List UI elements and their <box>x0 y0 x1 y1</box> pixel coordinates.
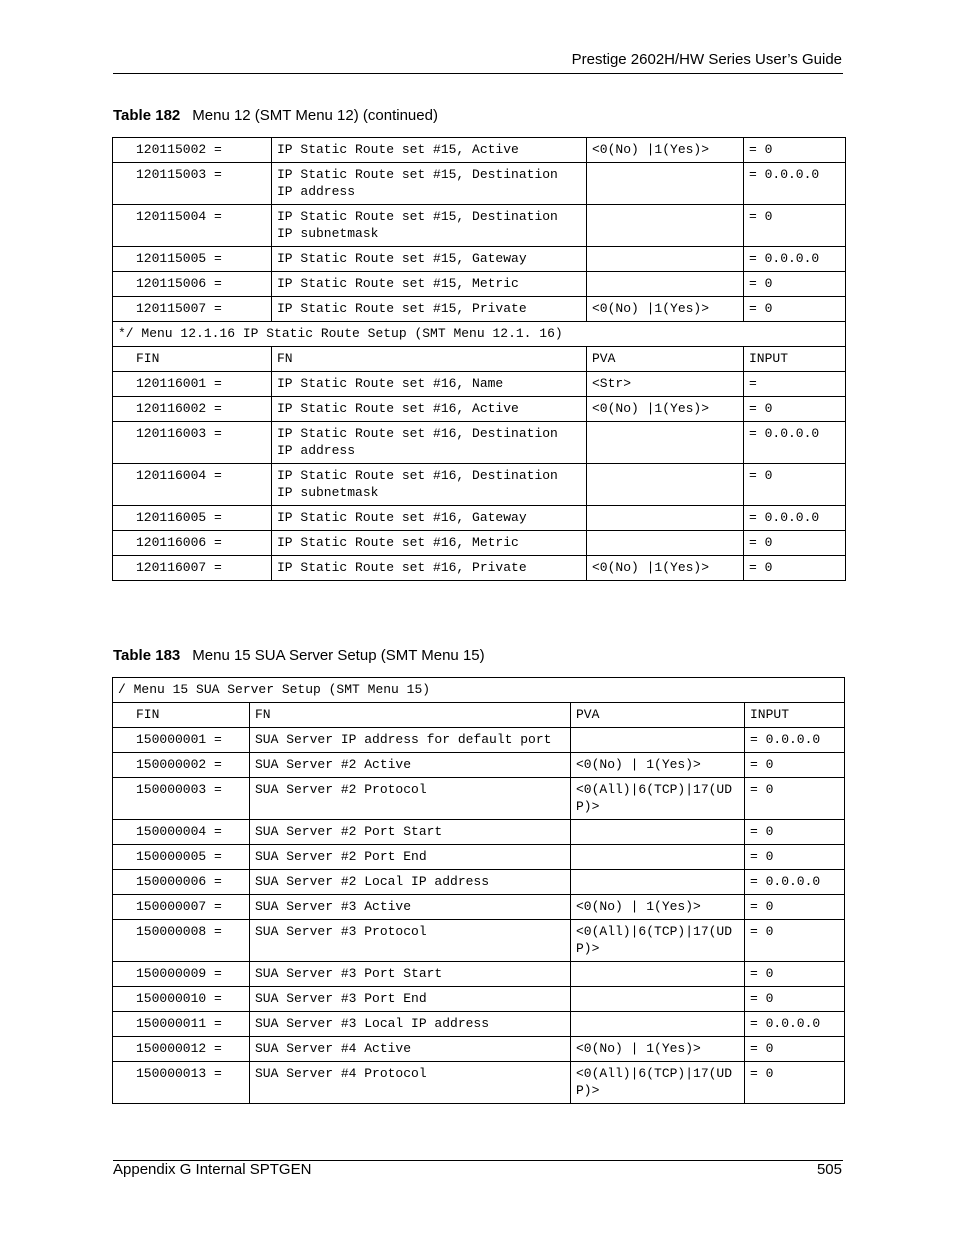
table-row <box>113 920 845 962</box>
pva-cell <box>571 1012 745 1037</box>
column-header-pva: PVA <box>571 703 745 728</box>
input-cell: = 0 <box>745 920 845 962</box>
column-header-fn: FN <box>250 703 571 728</box>
fin-cell: 150000008 = <box>113 920 250 962</box>
table-row <box>113 464 846 506</box>
fin-cell: 120115006 = <box>113 272 272 297</box>
fin-cell: 150000009 = <box>113 962 250 987</box>
input-cell: = 0 <box>744 138 846 163</box>
column-header-input: INPUT <box>745 703 845 728</box>
pva-cell <box>587 163 744 205</box>
fn-cell: IP Static Route set #15, Active <box>272 138 587 163</box>
column-header-input: INPUT <box>744 347 846 372</box>
fin-cell: 150000012 = <box>113 1037 250 1062</box>
input-cell: = 0 <box>745 895 845 920</box>
pva-cell <box>571 870 745 895</box>
pva-cell <box>571 728 745 753</box>
table-row <box>113 205 846 247</box>
input-cell: = 0 <box>744 297 846 322</box>
header-rule <box>113 73 843 74</box>
fn-cell: IP Static Route set #15, Metric <box>272 272 587 297</box>
fn-cell: IP Static Route set #16, Private <box>272 556 587 581</box>
fin-cell: 120116005 = <box>113 506 272 531</box>
pva-cell <box>587 464 744 506</box>
fn-cell: SUA Server #2 Active <box>250 753 571 778</box>
input-cell: = 0.0.0.0 <box>744 422 846 464</box>
pva-cell <box>587 205 744 247</box>
table-row <box>113 422 846 464</box>
section-row <box>113 678 845 703</box>
pva-cell: <Str> <box>587 372 744 397</box>
column-header-fn: FN <box>272 347 587 372</box>
fn-cell: IP Static Route set #16, Active <box>272 397 587 422</box>
fin-cell: 150000013 = <box>113 1062 250 1104</box>
fn-cell: SUA Server #3 Port End <box>250 987 571 1012</box>
input-cell: = 0.0.0.0 <box>744 247 846 272</box>
table-row <box>113 297 846 322</box>
fn-cell: SUA Server #2 Local IP address <box>250 870 571 895</box>
column-header-row <box>113 347 846 372</box>
fn-cell: IP Static Route set #15, Destination IP subnetmask <box>272 205 587 247</box>
fn-cell: IP Static Route set #16, Destination IP subnetmask <box>272 464 587 506</box>
input-cell: = <box>744 372 846 397</box>
pva-cell: <0(No) |1(Yes)> <box>587 397 744 422</box>
section-title: / Menu 15 SUA Server Setup (SMT Menu 15) <box>113 678 845 703</box>
fin-cell: 150000004 = <box>113 820 250 845</box>
input-cell: = 0 <box>745 1062 845 1104</box>
input-cell: = 0.0.0.0 <box>745 870 845 895</box>
fin-cell: 120115007 = <box>113 297 272 322</box>
input-cell: = 0 <box>745 962 845 987</box>
fn-cell: IP Static Route set #15, Gateway <box>272 247 587 272</box>
table-row <box>113 397 846 422</box>
page-header-title: Prestige 2602H/HW Series User’s Guide <box>571 51 842 68</box>
section-row <box>113 322 846 347</box>
fn-cell: IP Static Route set #15, Private <box>272 297 587 322</box>
input-cell: = 0 <box>744 272 846 297</box>
table-row <box>113 506 846 531</box>
table-row <box>113 753 845 778</box>
fin-cell: 150000007 = <box>113 895 250 920</box>
input-cell: = 0 <box>744 531 846 556</box>
fn-cell: SUA Server IP address for default port <box>250 728 571 753</box>
pva-cell: <0(No) |1(Yes)> <box>587 138 744 163</box>
pva-cell <box>571 820 745 845</box>
table-182-caption <box>113 107 438 124</box>
pva-cell: <0(No) | 1(Yes)> <box>571 1037 745 1062</box>
page-number: 505 <box>816 1161 842 1178</box>
table-row <box>113 1062 845 1104</box>
fin-cell: 120116004 = <box>113 464 272 506</box>
fin-cell: 150000011 = <box>113 1012 250 1037</box>
pva-cell <box>587 531 744 556</box>
fn-cell: SUA Server #3 Local IP address <box>250 1012 571 1037</box>
pva-cell <box>587 247 744 272</box>
fin-cell: 150000003 = <box>113 778 250 820</box>
pva-cell <box>587 272 744 297</box>
fn-cell: SUA Server #3 Protocol <box>250 920 571 962</box>
column-header-fin: FIN <box>113 347 272 372</box>
fn-cell: SUA Server #4 Active <box>250 1037 571 1062</box>
pva-cell: <0(No) | 1(Yes)> <box>571 895 745 920</box>
input-cell: = 0.0.0.0 <box>744 163 846 205</box>
pva-cell: <0(All)|6(TCP)|17(UDP)> <box>571 778 745 820</box>
table-row <box>113 1037 845 1062</box>
fin-cell: 150000001 = <box>113 728 250 753</box>
fn-cell: IP Static Route set #16, Metric <box>272 531 587 556</box>
input-cell: = 0 <box>745 845 845 870</box>
pva-cell <box>571 962 745 987</box>
fn-cell: SUA Server #4 Protocol <box>250 1062 571 1104</box>
table-row <box>113 728 845 753</box>
input-cell: = 0 <box>745 753 845 778</box>
pva-cell <box>571 987 745 1012</box>
input-cell: = 0 <box>745 820 845 845</box>
fin-cell: 120115005 = <box>113 247 272 272</box>
table-row <box>113 556 846 581</box>
input-cell: = 0.0.0.0 <box>744 506 846 531</box>
table-row <box>113 845 845 870</box>
table-183-label: Table 183 <box>113 647 181 664</box>
table-row <box>113 531 846 556</box>
fin-cell: 120115003 = <box>113 163 272 205</box>
pva-cell: <0(No) |1(Yes)> <box>587 556 744 581</box>
table-row <box>113 272 846 297</box>
fin-cell: 150000010 = <box>113 987 250 1012</box>
table-182-title: Menu 12 (SMT Menu 12) (continued) <box>192 107 438 124</box>
fn-cell: IP Static Route set #15, Destination IP address <box>272 163 587 205</box>
table-row <box>113 138 846 163</box>
table-row <box>113 820 845 845</box>
fin-cell: 150000005 = <box>113 845 250 870</box>
pva-cell: <0(All)|6(TCP)|17(UDP)> <box>571 1062 745 1104</box>
pva-cell <box>571 845 745 870</box>
fin-cell: 120116006 = <box>113 531 272 556</box>
table-row <box>113 247 846 272</box>
fn-cell: SUA Server #3 Port Start <box>250 962 571 987</box>
fin-cell: 120116007 = <box>113 556 272 581</box>
fin-cell: 150000006 = <box>113 870 250 895</box>
table-row <box>113 778 845 820</box>
fn-cell: IP Static Route set #16, Gateway <box>272 506 587 531</box>
pva-cell: <0(All)|6(TCP)|17(UDP)> <box>571 920 745 962</box>
fn-cell: IP Static Route set #16, Destination IP address <box>272 422 587 464</box>
pva-cell: <0(No) | 1(Yes)> <box>571 753 745 778</box>
fn-cell: SUA Server #2 Port Start <box>250 820 571 845</box>
table-row <box>113 987 845 1012</box>
input-cell: = 0.0.0.0 <box>745 1012 845 1037</box>
table-182 <box>112 137 846 581</box>
column-header-row <box>113 703 845 728</box>
table-row <box>113 895 845 920</box>
fin-cell: 120115004 = <box>113 205 272 247</box>
input-cell: = 0 <box>745 778 845 820</box>
column-header-fin: FIN <box>113 703 250 728</box>
fn-cell: SUA Server #3 Active <box>250 895 571 920</box>
table-183-caption <box>113 647 485 664</box>
fin-cell: 120115002 = <box>113 138 272 163</box>
table-row <box>113 1012 845 1037</box>
fin-cell: 120116003 = <box>113 422 272 464</box>
input-cell: = 0 <box>744 205 846 247</box>
pva-cell <box>587 506 744 531</box>
pva-cell <box>587 422 744 464</box>
table-row <box>113 163 846 205</box>
input-cell: = 0 <box>745 987 845 1012</box>
fin-cell: 120116002 = <box>113 397 272 422</box>
section-title: */ Menu 12.1.16 IP Static Route Setup (SMT Menu 12.1. 16) <box>113 322 846 347</box>
input-cell: = 0.0.0.0 <box>745 728 845 753</box>
table-182-label: Table 182 <box>113 107 181 124</box>
fn-cell: IP Static Route set #16, Name <box>272 372 587 397</box>
column-header-pva: PVA <box>587 347 744 372</box>
fin-cell: 150000002 = <box>113 753 250 778</box>
input-cell: = 0 <box>744 556 846 581</box>
fn-cell: SUA Server #2 Protocol <box>250 778 571 820</box>
input-cell: = 0 <box>745 1037 845 1062</box>
input-cell: = 0 <box>744 464 846 506</box>
pva-cell: <0(No) |1(Yes)> <box>587 297 744 322</box>
table-183-title: Menu 15 SUA Server Setup (SMT Menu 15) <box>192 647 485 664</box>
table-183 <box>112 677 845 1104</box>
table-row <box>113 372 846 397</box>
table-row <box>113 962 845 987</box>
footer-section-title: Appendix G Internal SPTGEN <box>113 1161 312 1178</box>
fin-cell: 120116001 = <box>113 372 272 397</box>
fn-cell: SUA Server #2 Port End <box>250 845 571 870</box>
table-row <box>113 870 845 895</box>
input-cell: = 0 <box>744 397 846 422</box>
